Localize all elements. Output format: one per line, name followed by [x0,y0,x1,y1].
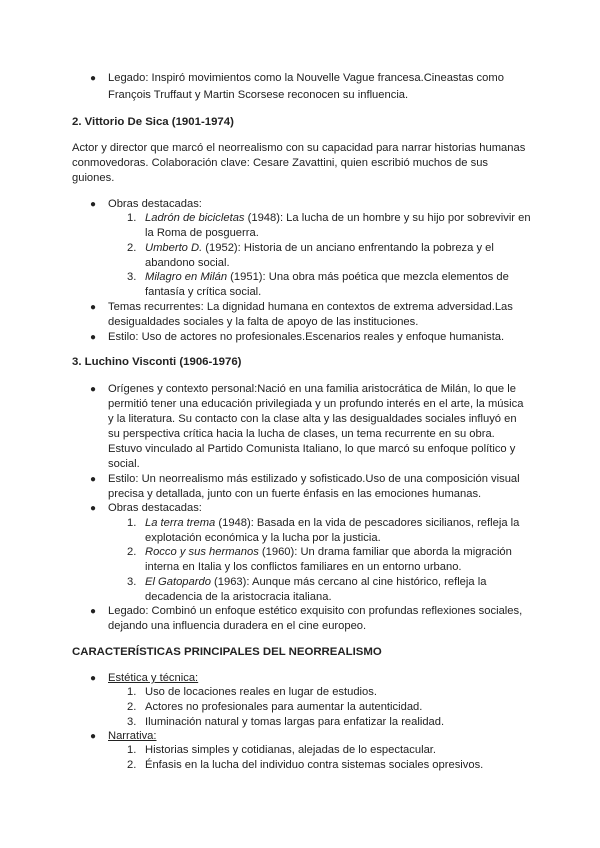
visconti-work-2-line-2: interna en Italia y los conflictos familiares en un entorno urbano. [145,561,462,573]
de-sica-temas-2: desigualdades sociales y la falta de apoyo de las instituciones. [108,316,419,328]
bullet-icon: ● [90,731,97,742]
section-heading-caracteristicas: CARACTERÍSTICAS PRINCIPALES DEL NEORREALISMO [72,646,382,658]
de-sica-work-3-line-1 [145,270,509,285]
bullet-icon: ● [90,302,97,313]
visconti-work-3-line-2: decadencia de la aristocracia italiana. [145,591,332,603]
list-number: 1. [127,517,137,529]
work-title: Milagro en Milán [145,271,228,283]
narrativa-item-2: Énfasis en la lucha del individuo contra sistemas sociales opresivos. [145,759,484,771]
narrativa-label: Narrativa: [108,730,157,742]
de-sica-temas-1: Temas recurrentes: La dignidad humana en contextos de extrema adversidad.Las [108,301,513,313]
estetica-item-3: Iluminación natural y tomas largas para enfatizar la realidad. [145,716,445,728]
de-sica-intro-2: conmovedoras. Colaboración clave: Cesare Zavattini, quien escribió muchos de sus [72,157,489,169]
work-title: La terra trema [145,517,216,529]
visconti-estilo-1: Estilo: Un neorrealismo más estilizado y sofisticado.Uso de una composición visual [108,473,520,485]
de-sica-work-2-line-2: abandono social. [145,257,230,269]
work-description: (1951): Una obra más poética que mezcla elementos de [227,271,509,283]
work-description: (1948): Basada en la vida de pescadores sicilianos, refleja la [215,517,520,529]
de-sica-work-3-line-2: fantasía y crítica social. [145,286,262,298]
estetica-label: Estética y técnica: [108,672,199,684]
visconti-origenes-6: social. [108,458,140,470]
work-description: (1963): Aunque más cercano al cine histórico, refleja la [210,576,487,588]
work-title: Umberto D. [145,242,203,254]
narrativa-item-1: Historias simples y cotidianas, alejadas de lo espectacular. [145,744,437,756]
bullet-icon: ● [90,606,97,617]
visconti-legado-2: dejando una influencia duradera en el cine europeo. [108,620,367,632]
bullet-icon: ● [90,199,97,210]
estetica-item-1: Uso de locaciones reales en lugar de estudios. [145,686,377,698]
visconti-origenes-4: su perspectiva crítica hacia la lucha de clases, un tema recurrente en su obra. [108,428,495,440]
visconti-origenes-2: permitió tener una educación privilegiada y un profundo interés en el arte, la música [108,398,524,410]
de-sica-intro-3: guiones. [72,172,115,184]
bullet-icon: ● [90,332,97,343]
work-title: Rocco y sus hermanos [145,546,259,558]
work-title: Ladrón de bicicletas [145,212,245,224]
visconti-estilo-2: precisa y detallada, junto con un fuerte énfasis en las emociones humanas. [108,488,482,500]
visconti-origenes-5: Estuvo vinculado al Partido Comunista Italiano, lo que marcó su enfoque político y [108,443,516,455]
de-sica-work-1-line-1 [145,211,531,226]
estetica-item-2: Actores no profesionales para aumentar la autenticidad. [145,701,423,713]
legado-line-2: François Truffaut y Martin Scorsese reconocen su influencia. [108,89,409,101]
visconti-legado-1: Legado: Combinó un enfoque estético exquisito con profundas reflexiones sociales, [108,605,523,617]
work-title: El Gatopardo [145,576,211,588]
list-number: 2. [127,759,137,771]
list-number: 1. [127,744,137,756]
visconti-work-1-line-1 [145,516,519,531]
list-number: 2. [127,242,137,254]
bullet-icon: ● [90,503,97,514]
work-description: (1960): Un drama familiar que aborda la migración [258,546,512,558]
visconti-work-2-line-1 [145,545,512,560]
bullet-icon: ● [90,474,97,485]
list-number: 2. [127,701,137,713]
de-sica-intro-1: Actor y director que marcó el neorrealismo con su capacidad para narrar historias humanas [72,142,526,154]
section-heading-de-sica: 2. Vittorio De Sica (1901-1974) [72,116,234,128]
section-heading-visconti: 3. Luchino Visconti (1906-1976) [72,356,242,368]
list-number: 3. [127,716,137,728]
visconti-work-1-line-2: explotación económica y la lucha por la justicia. [145,532,381,544]
visconti-origenes-3: y la literatura. Su contacto con la clase alta y las desigualdades sociales influyó en [108,413,517,425]
de-sica-work-2-line-1 [145,241,494,256]
bullet-icon: ● [90,673,97,684]
list-number: 2. [127,546,137,558]
list-number: 3. [127,576,137,588]
visconti-obras-label: Obras destacadas: [108,502,202,514]
bullet-icon: ● [90,384,97,395]
de-sica-obras-label: Obras destacadas: [108,198,202,210]
legado-line-1: Legado: Inspiró movimientos como la Nouvelle Vague francesa.Cineastas como [108,72,504,84]
list-number: 1. [127,686,137,698]
de-sica-work-1-line-2: la Roma de posguerra. [145,227,259,239]
de-sica-estilo: Estilo: Uso de actores no profesionales.Escenarios reales y enfoque humanista. [108,331,505,343]
list-number: 3. [127,271,137,283]
visconti-origenes-1: Orígenes y contexto personal:Nació en una familia aristocrática de Milán, lo que le [108,383,516,395]
work-description: (1948): La lucha de un hombre y su hijo por sobrevivir en [244,212,531,224]
visconti-work-3-line-1 [145,575,486,590]
list-number: 1. [127,212,137,224]
bullet-icon: ● [90,73,97,84]
work-description: (1952): Historia de un anciano enfrentando la pobreza y el [202,242,494,254]
